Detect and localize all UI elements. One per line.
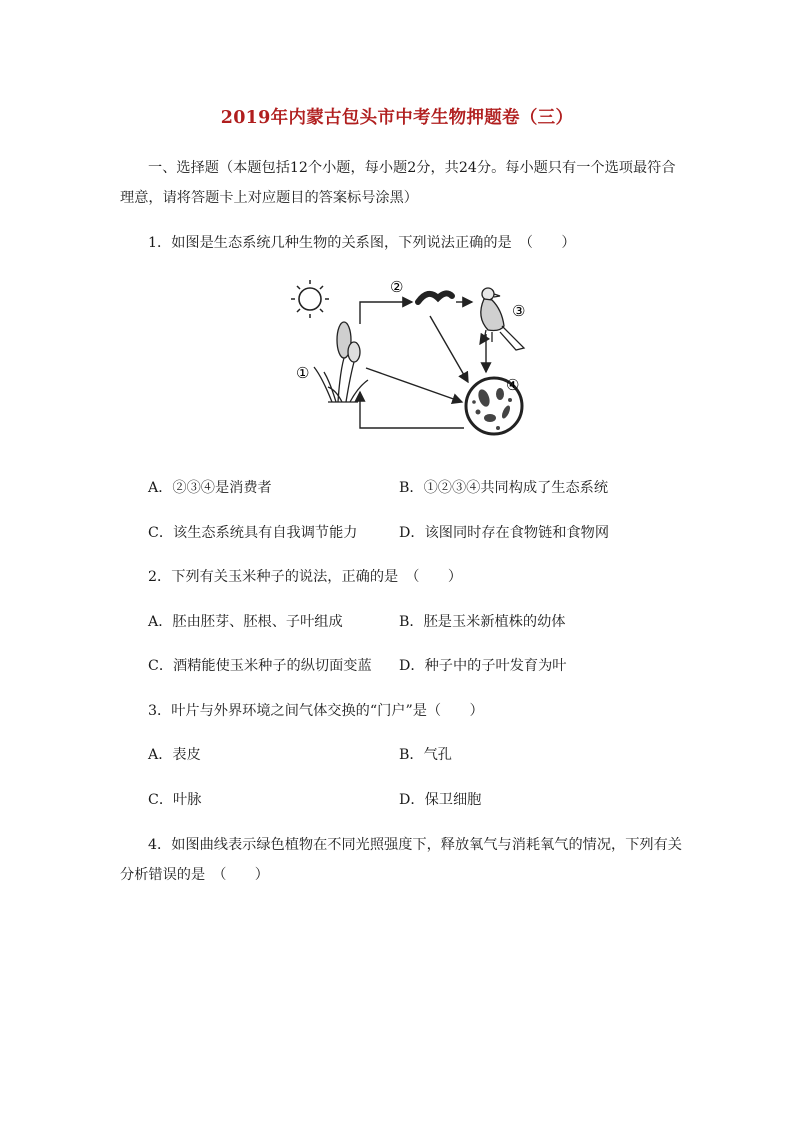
q3-option-c: C．叶脉 [148, 792, 202, 808]
q2-option-a: A．胚由胚芽、胚根、子叶组成 [148, 614, 343, 630]
label-organism-3: ③ [512, 302, 526, 320]
question-3-stem: 3．叶片与外界环境之间气体交换的“门户”是（ ） [148, 703, 484, 719]
caterpillar-icon [418, 293, 452, 302]
question-4-stem-line-1: 4．如图曲线表示绿色植物在不同光照强度下，释放氧气与消耗氧气的情况，下列有关 [148, 837, 682, 853]
q2-option-c: C．酒精能使玉米种子的纵切面变蓝 [148, 658, 372, 674]
q2-option-d: D．种子中的子叶发育为叶 [399, 658, 567, 674]
ecosystem-diagram [288, 272, 528, 442]
q1-option-a: A．②③④是消费者 [148, 480, 272, 496]
section-instructions-line-2: 理意，请将答题卡上对应题目的答案标号涂黑） [120, 190, 418, 206]
plant-icon [314, 322, 368, 402]
q1-option-d: D．该图同时存在食物链和食物网 [399, 525, 610, 541]
q3-option-b: B．气孔 [399, 747, 452, 763]
page-title: 2019年内蒙古包头市中考生物押题卷（三） [220, 108, 574, 128]
question-4-stem-line-2: 分析错误的是 （ ） [120, 867, 269, 883]
q1-option-c: C．该生态系统具有自我调节能力 [148, 525, 358, 541]
q3-option-d: D．保卫细胞 [399, 792, 482, 808]
q2-option-b: B．胚是玉米新植株的幼体 [399, 614, 566, 630]
q1-option-b: B．①②③④共同构成了生态系统 [399, 480, 609, 496]
question-2-stem: 2．下列有关玉米种子的说法，正确的是 （ ） [148, 569, 463, 585]
question-1-stem: 1．如图是生态系统几种生物的关系图，下列说法正确的是 （ ） [148, 235, 576, 251]
label-organism-2: ② [390, 278, 404, 296]
label-organism-4: ④ [506, 376, 520, 394]
q3-option-a: A．表皮 [148, 747, 201, 763]
sun-icon [291, 280, 329, 318]
section-instructions-line-1: 一、选择题（本题包括12个小题，每小题2分，共24分。每小题只有一个选项最符合 [148, 160, 676, 176]
label-organism-1: ① [296, 364, 310, 382]
